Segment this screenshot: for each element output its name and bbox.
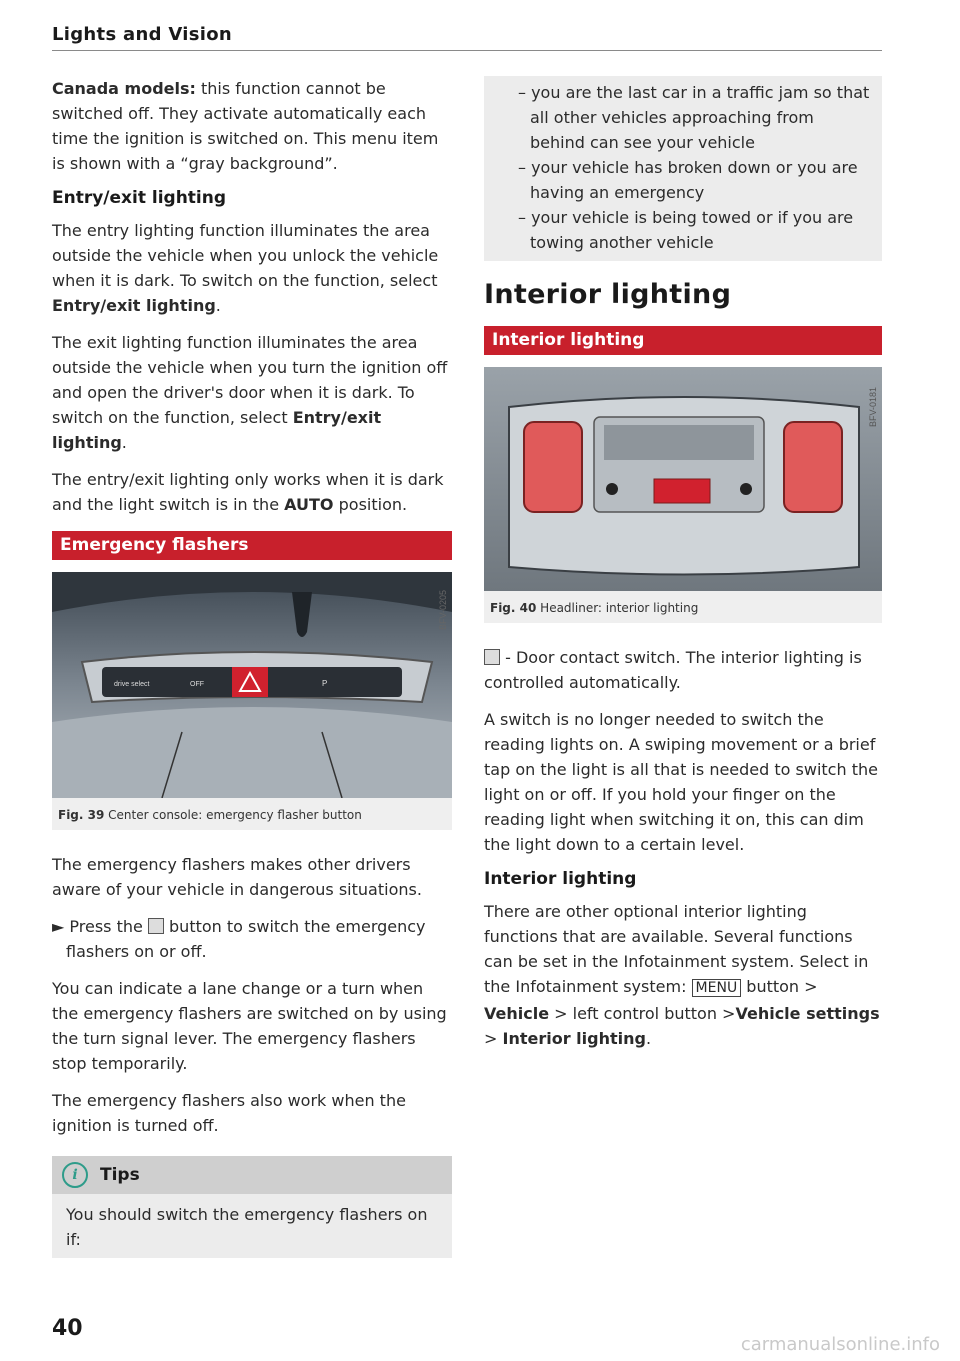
menu-key: MENU	[692, 979, 742, 997]
fig40-caption-text: Headliner: interior lighting	[540, 601, 699, 615]
emergency-intro: The emergency flashers makes other drivers aware of your vehicle in dangerous situations.	[52, 855, 422, 899]
entry-exit-heading: Entry/exit lighting	[52, 188, 227, 208]
page-number: 40	[52, 1316, 83, 1341]
vehicle-menu-item: Vehicle	[484, 1004, 550, 1023]
watermark: carmanualsonline.info	[740, 1334, 940, 1355]
door-contact-text: - Door contact switch. The interior lighting is controlled automatically.	[484, 648, 862, 692]
entry-end: .	[215, 296, 221, 315]
interior-text-c: > left control button >	[549, 1004, 736, 1023]
fig39-caption-text: Center console: emergency flasher button	[108, 808, 362, 822]
tips-continuation	[484, 76, 882, 261]
interior-text-e: .	[645, 1029, 652, 1048]
tips-body	[52, 1194, 452, 1258]
emergency-ignition-off: The emergency flashers also work when the ignition is turned off.	[52, 1091, 406, 1135]
tips-title: Tips	[100, 1165, 140, 1185]
fig40-caption	[484, 595, 882, 617]
section-emergency-flashers: Emergency flashers	[52, 531, 452, 560]
drive-select-button-label: drive select	[114, 681, 150, 688]
tips-item-traffic-jam: – you are the last car in a traffic jam so that all other vehicles approaching from behind can see your vehicle	[518, 83, 870, 152]
canada-label: Canada models:	[52, 79, 196, 98]
p-button-label: P	[322, 679, 328, 688]
vehicle-settings-item: Vehicle settings	[735, 1004, 880, 1023]
left-column	[52, 76, 452, 1258]
tips-item-breakdown: – your vehicle has broken down or you are having an emergency	[518, 158, 858, 202]
section-interior-lighting: Interior lighting	[484, 326, 882, 355]
entry-text: The entry lighting function illuminates the area outside the vehicle when you unlock the vehicle when it is dark. To switch on the function, select	[52, 221, 439, 290]
tips-text: You should switch the emergency flashers on if:	[66, 1205, 428, 1249]
exit-paragraph	[52, 330, 452, 455]
figure-40	[484, 367, 882, 623]
fig39-caption	[52, 802, 452, 824]
tips-box	[52, 1156, 452, 1258]
header-rule	[52, 50, 882, 51]
figure-39	[52, 572, 452, 830]
running-head: Lights and Vision	[52, 24, 232, 45]
entry-paragraph	[52, 218, 452, 318]
exit-end: .	[121, 433, 127, 452]
tips-header	[52, 1156, 452, 1194]
right-column	[484, 76, 882, 1063]
door-contact-switch-icon	[484, 649, 500, 665]
info-icon: i	[62, 1162, 88, 1188]
exit-text: The exit lighting function illuminates the area outside the vehicle when you turn the ignition off and open the driver's door when it is dark. To switch on the function, select	[52, 333, 448, 427]
bullet-text-a: ► Press the	[52, 917, 148, 936]
interior-lighting-heading: Interior lighting	[484, 869, 637, 889]
emergency-lane-change: You can indicate a lane change or a turn when the emergency flashers are switched on by using the turn signal lever. The emergency flashers stop temporarily.	[52, 979, 447, 1073]
auto-text: The entry/exit lighting only works when it is dark and the light switch is in the	[52, 470, 444, 514]
interior-text-d: >	[484, 1029, 503, 1048]
interior-paragraph	[484, 899, 882, 1051]
canada-paragraph	[52, 76, 452, 176]
interior-text-a: There are other optional interior lighting functions that are available. Several functions can be set in the Infotainment system. Select in the Infotainment system:	[484, 902, 869, 996]
auto-end: position.	[333, 495, 408, 514]
tips-item-towing: – your vehicle is being towed or if you are towing another vehicle	[518, 208, 854, 252]
chapter-title: Interior lighting	[484, 279, 732, 310]
fig40-code: BFV-0181	[868, 386, 878, 427]
headliner-illustration	[484, 367, 882, 591]
interior-lighting-item: Interior lighting	[502, 1029, 646, 1048]
center-console-illustration	[52, 572, 452, 798]
fig40-label: Fig. 40	[490, 601, 537, 615]
interior-text-b: button >	[741, 977, 818, 996]
canada-text: this function cannot be switched off. They activate automatically each time the ignition is switched on. This menu item is shown with a “gray background”.	[52, 79, 439, 173]
door-contact-switch	[654, 479, 710, 503]
left-reading-light	[524, 422, 582, 512]
door-contact-paragraph	[484, 645, 882, 695]
auto-paragraph	[52, 467, 452, 517]
exit-menu-item: Entry/exit lighting	[52, 408, 382, 452]
fig39-code: BFV-0205	[438, 589, 448, 630]
hazard-button-icon	[148, 918, 164, 934]
bullet-text-b: button to switch the emergency flashers on or off.	[66, 917, 426, 961]
off-button-label: OFF	[190, 681, 204, 688]
auto-keyword: AUTO	[284, 495, 334, 514]
right-reading-light	[784, 422, 842, 512]
fig39-label: Fig. 39	[58, 808, 105, 822]
emergency-bullet	[52, 914, 452, 964]
entry-menu-item: Entry/exit lighting	[52, 296, 216, 315]
switch-paragraph: A switch is no longer needed to switch the reading lights on. A swiping movement or a brief tap on the light is all that is needed to switch the light on or off. If you hold your finger on the reading light when switching it on, this can dim the light down to a certain level.	[484, 710, 878, 854]
